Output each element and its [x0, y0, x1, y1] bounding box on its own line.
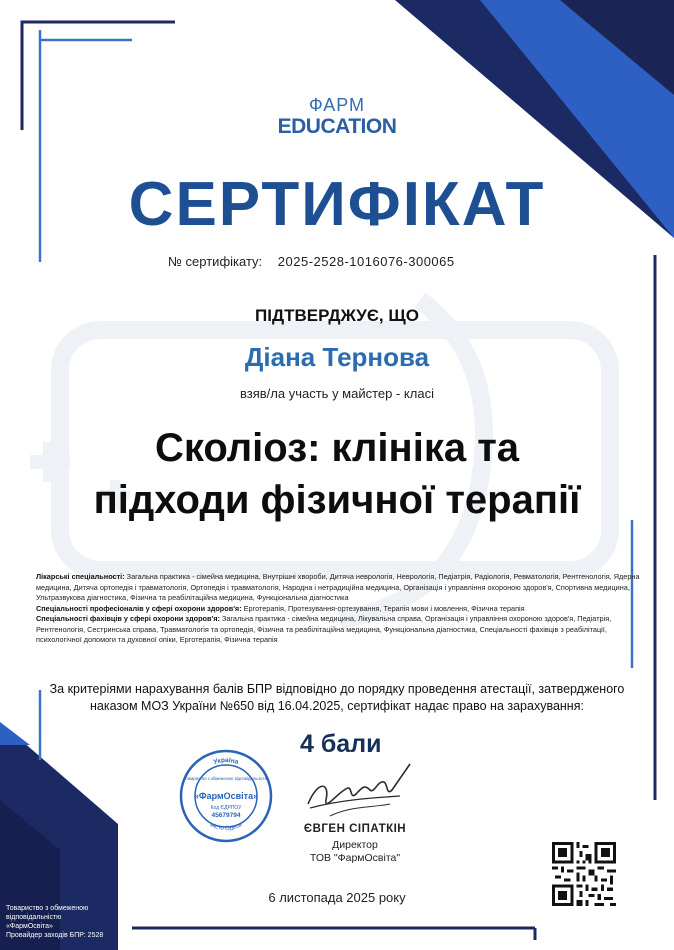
points-value: 4 бали	[300, 730, 382, 758]
specialty-group	[36, 614, 640, 646]
certificate-number-label: № сертифікату:	[168, 254, 263, 269]
specialty-group	[36, 604, 640, 615]
specialty-text: Загальна практика - сімейна медицина, Лікувальна справа, Організація і управління охороною здоров'я, Педіатрія, Рентгенологія, Сестринська справа, Травматологія та ортопедія, Фізична та реабілітаційна медицина, Функціональна діагностика, Спеціальності фахівців з реабілітації, психологічної допомоги та духовної опіки, Ерготерапія, Фізична терапія	[36, 614, 612, 644]
company-stamp	[178, 748, 274, 844]
footer-line: відповідальністю	[6, 914, 62, 921]
recipient-name: Діана Тернова	[244, 342, 430, 372]
logo-education-text: EDUCATION	[277, 115, 397, 138]
course-title	[0, 422, 674, 526]
footer-line: Товариство з обмеженою	[6, 905, 89, 912]
footer-line: «ФармОсвіта»	[6, 923, 53, 930]
director-signature	[300, 760, 420, 822]
specialty-label: Спеціальності фахівців у сфері охорони здоров'я:	[36, 614, 220, 623]
criteria-line-1: За критеріями нарахування балів БПР відповідно до порядку проведення атестації, затвердженого	[49, 682, 625, 696]
specialty-group	[36, 572, 640, 604]
specialties-block	[36, 572, 640, 646]
certificate-number-value: 2025-2528-1016076-300065	[277, 254, 455, 269]
specialty-text: Ерготерапія, Протезування-ортезування, Терапія мови і мовлення, Фізична терапія	[243, 603, 525, 613]
signatory-name: ЄВГЕН СІПАТКІН	[303, 823, 407, 835]
svg-text:місто Одеса	[209, 822, 244, 832]
participation-text: взяв/ла участь у майстер - класі	[240, 386, 434, 401]
stamp-company-type: Товариство з обмеженою відповідальністю	[184, 776, 268, 781]
stamp-code-label: Код ЄДРПОУ	[210, 805, 242, 811]
brand-logo	[0, 95, 674, 139]
course-title-line-1: Сколіоз: клініка та	[154, 426, 520, 470]
criteria-line-2: наказом МОЗ України №650 від 16.04.2025, сертифікат надає право на зарахування:	[90, 699, 584, 713]
stamp-country: Україна	[212, 756, 240, 766]
criteria-text	[40, 681, 634, 715]
certificate-number	[168, 254, 455, 269]
specialty-label: Лікарські спеціальності:	[36, 572, 125, 581]
footer-provider-id: Провайдер заходів БПР: 2528	[6, 932, 104, 939]
confirms-heading: ПІДТВЕРДЖУЄ, ЩО	[255, 306, 419, 325]
provider-footer	[6, 904, 114, 940]
stamp-code: 45679794	[211, 812, 241, 819]
logo-farm-text: ФАРМ	[308, 95, 366, 115]
stamp-city: місто Одеса	[208, 822, 244, 833]
issue-date: 6 листопада 2025 року	[268, 890, 406, 905]
signatory-role: Директор	[332, 839, 378, 851]
signatory-organization: ТОВ "ФармОсвіта"	[309, 852, 401, 864]
course-title-line-2: підходи фізичної терапії	[93, 478, 581, 522]
specialty-label: Спеціальності професіоналів у сфері охорони здоров'я:	[36, 603, 242, 613]
certificate-title: СЕРТИФІКАТ	[128, 170, 546, 239]
specialty-text: Загальна практика - сімейна медицина, Внутрішні хвороби, Дитяча неврологія, Неврологія, Педіатрія, Радіологія, Ревматологія, Рентгенологія, Ядерна медицина, Дитяча ортопедія і травматологія, Ортопедія і травматологія, Народна і нетрадиційна медицина, Організація і управління охороною здоров'я, Спортивна медицина, Ультразвукова діагностика, Фізична та реабілітаційна медицина, Функціональна діагностика	[36, 572, 640, 602]
stamp-company-name: «ФармОсвіта»	[193, 791, 259, 801]
